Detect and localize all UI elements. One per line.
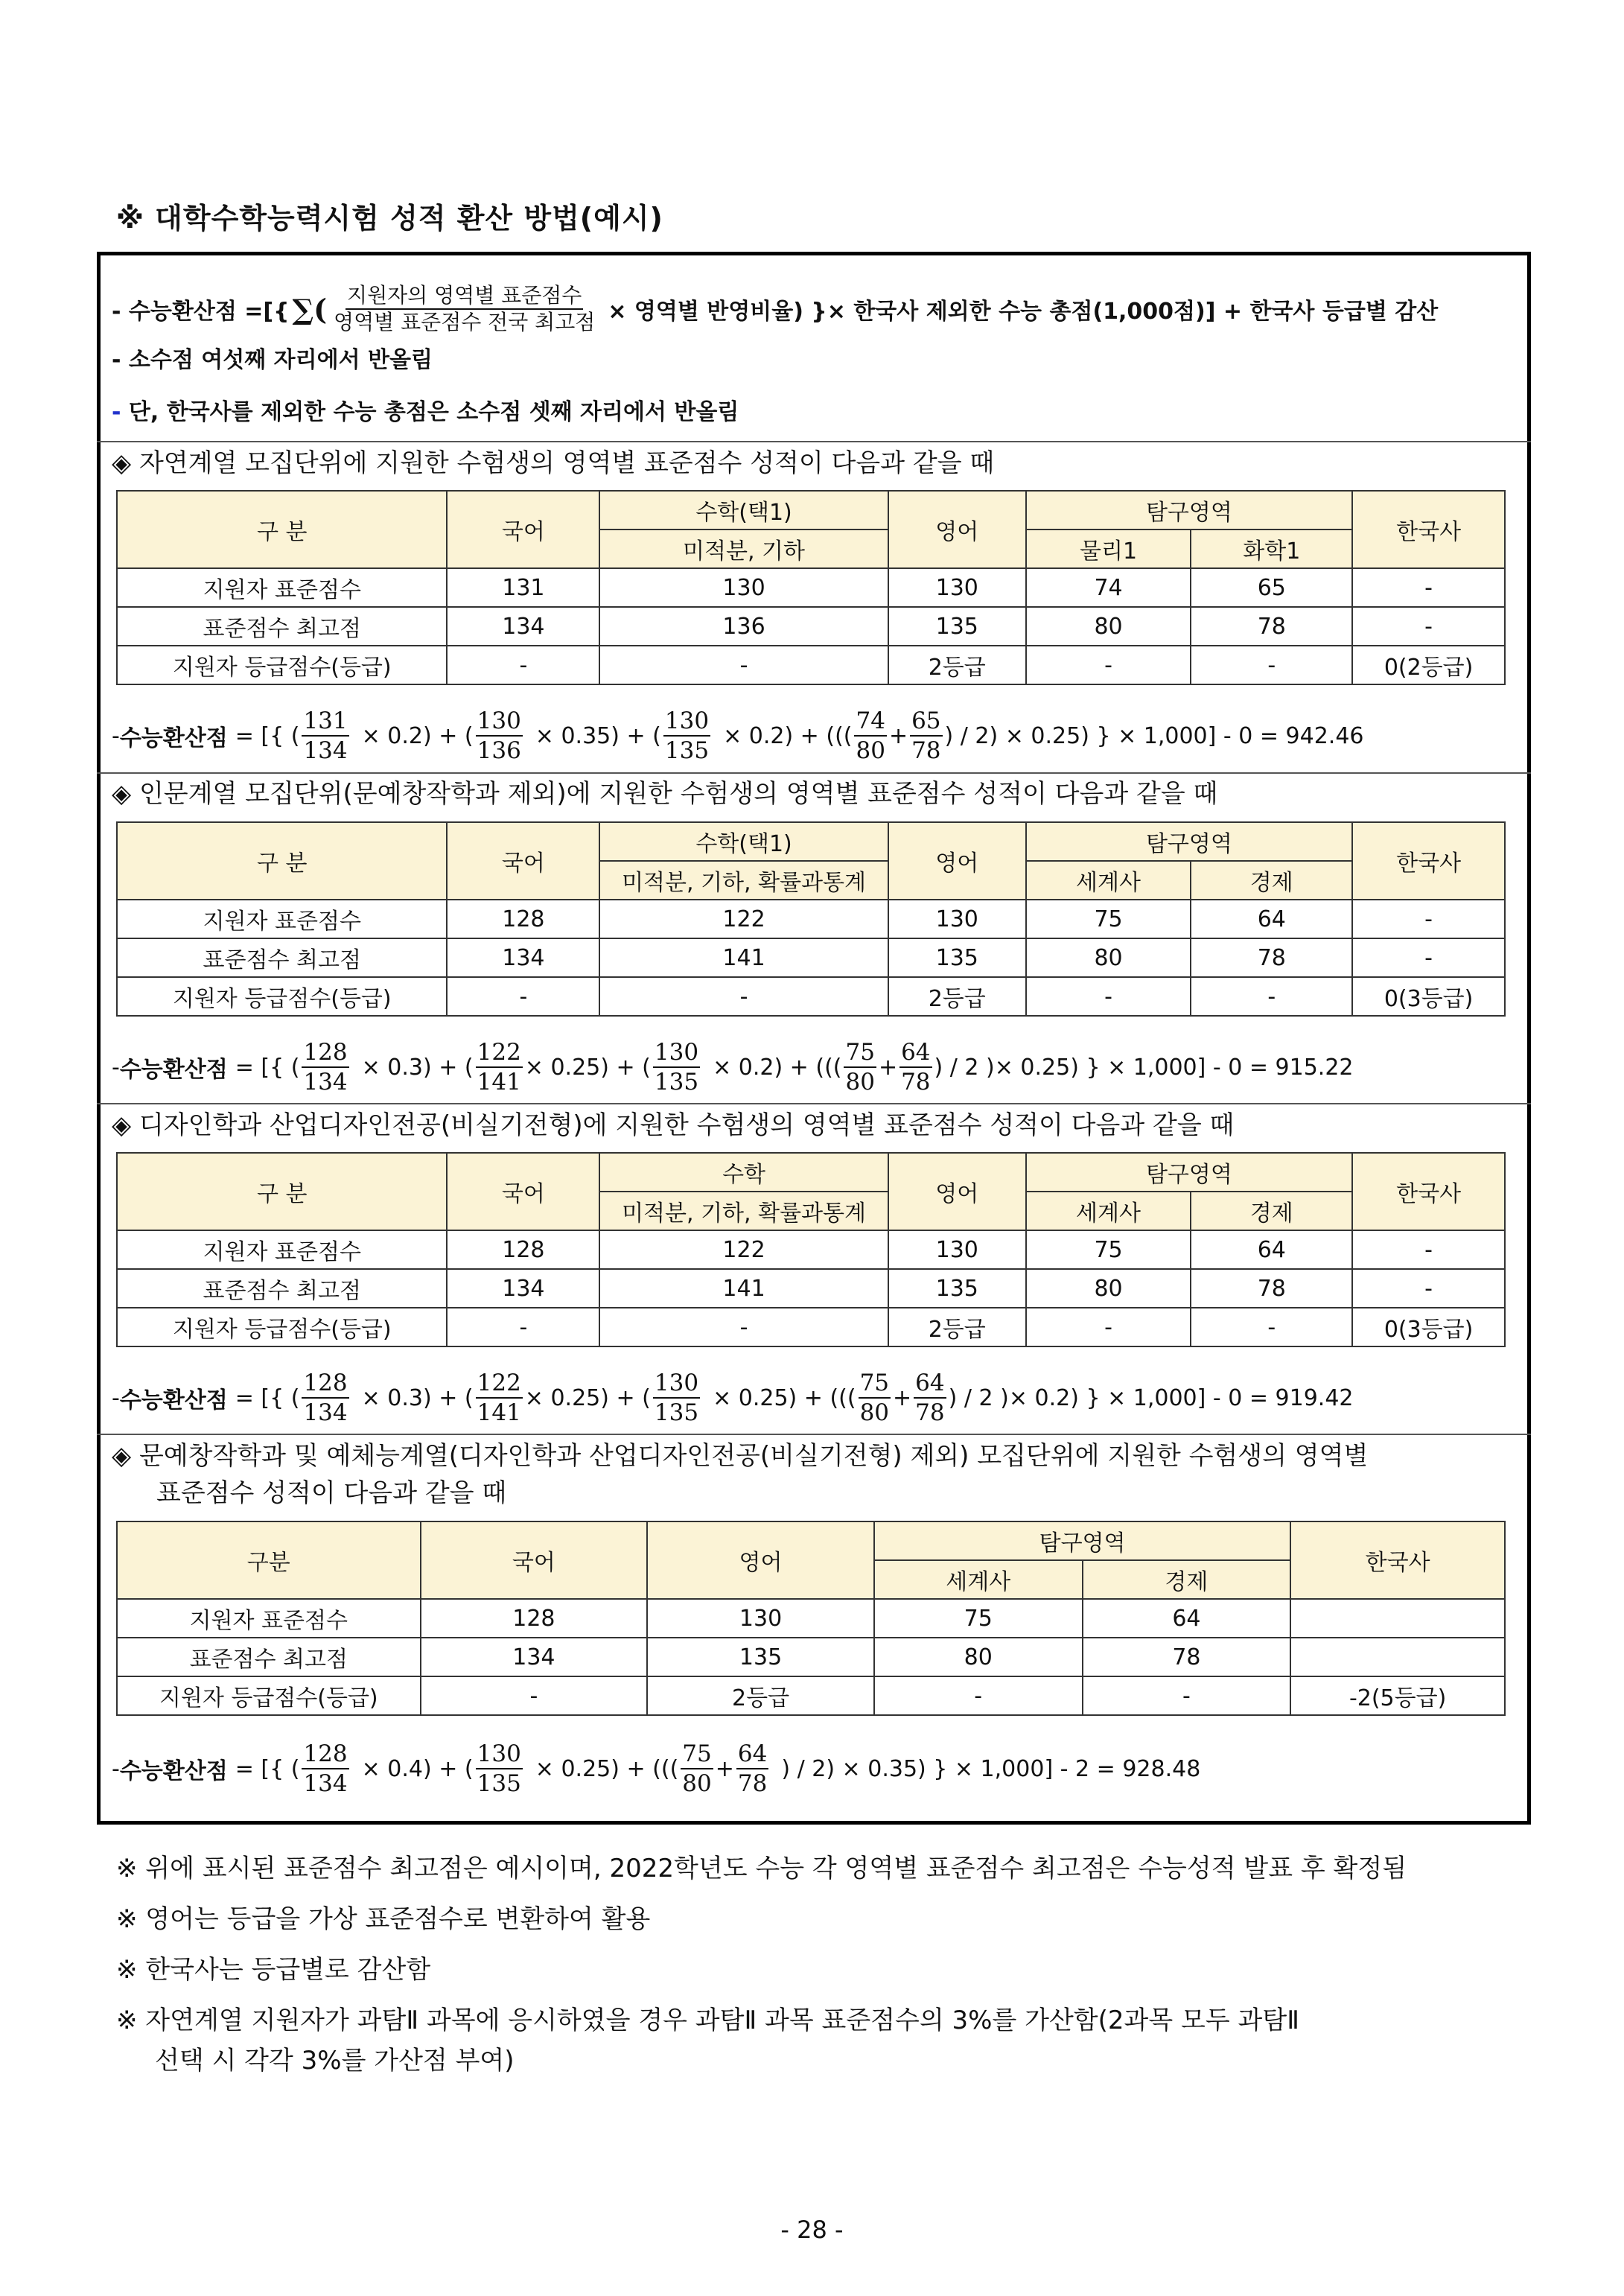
table-row xyxy=(117,1638,1505,1676)
fraction: $\frac{75}{80}$ xyxy=(682,1740,712,1797)
formula-result: ) / 2 )× 0.2) } × 1,000] - 0 = 919.42 xyxy=(948,1384,1354,1411)
formula-text: + xyxy=(878,1054,898,1081)
row-label: 지원자 등급점수(등급) xyxy=(117,1676,421,1715)
section-heading-natural: ◈ 자연계열 모집단위에 지원한 수험생의 영역별 표준점수 성적이 다음과 같을 때 xyxy=(112,448,995,478)
subheader-inquiry-2: 경제 xyxy=(1191,861,1352,900)
cell: 131 xyxy=(447,568,599,607)
cell: - xyxy=(874,1676,1083,1715)
cell: 122 xyxy=(599,1230,888,1269)
cell: - xyxy=(1083,1676,1291,1715)
formula-text: × 0.2) + ((( xyxy=(723,722,853,749)
rounding-rule-1: - 소수점 여섯째 자리에서 반올림 xyxy=(112,347,433,373)
score-table-arts xyxy=(116,1521,1506,1716)
formula-text: = [{ ( xyxy=(235,1054,300,1081)
cell: 75 xyxy=(874,1599,1083,1638)
formula-label: 수능환산점 xyxy=(119,1387,228,1413)
header-math: 수학 xyxy=(599,1153,888,1192)
cell: - xyxy=(1352,1269,1505,1308)
formula-text: × 0.35) + ( xyxy=(535,722,661,749)
header-korean-history: 한국사 xyxy=(1352,491,1505,568)
formula-natural xyxy=(112,702,1364,769)
subheader-math: 미적분, 기하, 확률과통계 xyxy=(599,1192,888,1230)
cell: 134 xyxy=(447,607,599,646)
rounding-rule-2 xyxy=(112,393,739,426)
cell: - xyxy=(1191,1308,1352,1346)
score-table-natural xyxy=(116,490,1506,685)
table-row xyxy=(117,1269,1505,1308)
fraction: $\frac{64}{78}$ xyxy=(737,1740,768,1797)
rounding-rule-2-text: 단, 한국사를 제외한 수능 총점은 소수점 셋째 자리에서 반올림 xyxy=(128,399,739,425)
cell: 135 xyxy=(647,1638,874,1676)
divider xyxy=(97,1434,1531,1435)
header-korean: 국어 xyxy=(421,1521,648,1599)
fraction: $\frac{65}{78}$ xyxy=(911,707,941,764)
table-row xyxy=(117,977,1505,1016)
cell: - xyxy=(421,1676,648,1715)
formula-label: 수능환산점 xyxy=(119,1057,228,1083)
section-heading-arts xyxy=(112,1437,1512,1512)
cell: 130 xyxy=(647,1599,874,1638)
subheader-math: 미적분, 기하, 확률과통계 xyxy=(599,861,888,900)
row-label: 지원자 표준점수 xyxy=(117,1230,447,1269)
cell: 2등급 xyxy=(888,977,1026,1016)
table-row xyxy=(117,607,1505,646)
cell: 122 xyxy=(599,900,888,938)
cell: 128 xyxy=(421,1599,648,1638)
header-korean-history: 한국사 xyxy=(1290,1521,1505,1599)
formula-result: ) / 2 )× 0.25) } × 1,000] - 0 = 915.22 xyxy=(934,1054,1354,1081)
row-label: 지원자 등급점수(등급) xyxy=(117,977,447,1016)
cell: - xyxy=(1352,568,1505,607)
formula-text: × 0.25) + ((( xyxy=(535,1755,679,1782)
cell: -2(5등급) xyxy=(1290,1676,1505,1715)
rounding-rule-2-dash: - xyxy=(112,399,121,425)
formula-result: ) / 2) × 0.35) } × 1,000] - 2 = 928.48 xyxy=(781,1755,1201,1782)
cell: - xyxy=(1352,900,1505,938)
cell: 64 xyxy=(1191,900,1352,938)
main-formula-line xyxy=(112,283,1438,335)
table-row xyxy=(117,1308,1505,1346)
formula-text: = [{ ( xyxy=(235,1384,300,1411)
row-label: 표준점수 최고점 xyxy=(117,1269,447,1308)
formula-text: × 0.25) + ((( xyxy=(713,1384,856,1411)
row-label: 표준점수 최고점 xyxy=(117,1638,421,1676)
fraction: $\frac{128}{134}$ xyxy=(303,1370,348,1426)
header-math: 수학(택1) xyxy=(599,822,888,861)
subheader-math: 미적분, 기하 xyxy=(599,530,888,568)
section-heading-humanities: ◈ 인문계열 모집단위(문예창작학과 제외)에 지원한 수험생의 영역별 표준점수 성적이 다음과 같을 때 xyxy=(112,779,1218,809)
cell: - xyxy=(1352,1230,1505,1269)
cell xyxy=(1290,1599,1505,1638)
fraction: $\frac{122}{141}$ xyxy=(477,1039,521,1095)
cell: 135 xyxy=(888,607,1026,646)
main-fraction xyxy=(332,283,596,335)
subheader-inquiry-2: 경제 xyxy=(1191,1192,1352,1230)
fraction: $\frac{128}{134}$ xyxy=(303,1740,348,1797)
table-row xyxy=(117,1599,1505,1638)
cell: 78 xyxy=(1083,1638,1291,1676)
fraction: $\frac{75}{80}$ xyxy=(859,1370,890,1426)
cell: 2등급 xyxy=(888,646,1026,684)
header-korean: 국어 xyxy=(447,1153,599,1230)
row-label: 지원자 등급점수(등급) xyxy=(117,646,447,684)
cell: 0(2등급) xyxy=(1352,646,1505,684)
formula-label: 수능환산점 xyxy=(119,1758,228,1784)
cell: - xyxy=(1352,938,1505,977)
formula-arts xyxy=(112,1735,1200,1802)
formula-label: 수능환산점 xyxy=(119,725,228,751)
fraction: $\frac{64}{78}$ xyxy=(915,1370,945,1426)
table-row xyxy=(117,938,1505,977)
cell xyxy=(1290,1638,1505,1676)
cell: 64 xyxy=(1083,1599,1291,1638)
cell: 2등급 xyxy=(888,1308,1026,1346)
table-row xyxy=(117,1676,1505,1715)
header-category: 구 분 xyxy=(117,1153,447,1230)
cell: 0(3등급) xyxy=(1352,977,1505,1016)
main-fraction-numerator: 지원자의 영역별 표준점수 xyxy=(346,283,583,310)
cell: - xyxy=(1352,607,1505,646)
table-row xyxy=(117,568,1505,607)
divider xyxy=(97,772,1531,774)
header-inquiry: 탐구영역 xyxy=(1026,491,1353,530)
header-math: 수학(택1) xyxy=(599,491,888,530)
fraction: $\frac{130}{136}$ xyxy=(477,707,521,764)
section-heading-arts-line2: 표준점수 성적이 다음과 같을 때 xyxy=(156,1478,507,1508)
formula-text: × 0.25) + ( xyxy=(524,1054,651,1081)
fraction: $\frac{64}{78}$ xyxy=(901,1039,931,1095)
formula-text: × 0.25) + ( xyxy=(524,1384,651,1411)
fraction: $\frac{130}{135}$ xyxy=(654,1039,699,1095)
formula-text: × 0.2) + ((( xyxy=(713,1054,842,1081)
cell: 134 xyxy=(421,1638,648,1676)
subheader-inquiry-1: 세계사 xyxy=(874,1560,1083,1599)
main-formula-label: - 수능환산점 =[{ xyxy=(112,299,290,325)
page-title: ※ 대학수학능력시험 성적 환산 방법(예시) xyxy=(116,202,663,235)
subheader-inquiry-1: 세계사 xyxy=(1026,1192,1191,1230)
header-inquiry: 탐구영역 xyxy=(874,1521,1290,1560)
main-formula-tail: × 영역별 반영비율) }× 한국사 제외한 수능 총점(1,000점)] + 한국사 등급별 감산 xyxy=(608,299,1439,325)
fraction: $\frac{130}{135}$ xyxy=(654,1370,699,1426)
note-english: ※ 영어는 등급을 가상 표준점수로 변환하여 활용 xyxy=(116,1904,651,1934)
formula-text: + xyxy=(715,1755,734,1782)
cell: 135 xyxy=(888,1269,1026,1308)
formula-text: + xyxy=(888,722,908,749)
cell: 80 xyxy=(874,1638,1083,1676)
row-label: 지원자 표준점수 xyxy=(117,1599,421,1638)
cell: - xyxy=(1191,977,1352,1016)
row-label: 지원자 표준점수 xyxy=(117,900,447,938)
cell: 0(3등급) xyxy=(1352,1308,1505,1346)
note-science-bonus-line2: 선택 시 각각 3%를 가산점 부여) xyxy=(155,2046,515,2076)
formula-dash: - xyxy=(112,1755,120,1782)
subheader-inquiry-2: 화학1 xyxy=(1191,530,1352,568)
header-english: 영어 xyxy=(888,1153,1026,1230)
note-korean-history: ※ 한국사는 등급별로 감산함 xyxy=(116,1955,431,1985)
cell: 130 xyxy=(599,568,888,607)
row-label: 지원자 표준점수 xyxy=(117,568,447,607)
cell: 135 xyxy=(888,938,1026,977)
header-inquiry: 탐구영역 xyxy=(1026,1153,1353,1192)
header-category: 구 분 xyxy=(117,822,447,900)
cell: 141 xyxy=(599,1269,888,1308)
fraction: $\frac{130}{135}$ xyxy=(664,707,710,764)
cell: 128 xyxy=(447,1230,599,1269)
formula-dash: - xyxy=(112,1054,120,1081)
cell: 80 xyxy=(1026,938,1191,977)
row-label: 표준점수 최고점 xyxy=(117,938,447,977)
fraction: $\frac{122}{141}$ xyxy=(477,1370,521,1426)
formula-dash: - xyxy=(112,1384,120,1411)
score-table-design xyxy=(116,1152,1506,1347)
cell: - xyxy=(599,1308,888,1346)
header-english: 영어 xyxy=(888,822,1026,900)
cell: 75 xyxy=(1026,900,1191,938)
cell: 80 xyxy=(1026,607,1191,646)
cell: 141 xyxy=(599,938,888,977)
cell: 136 xyxy=(599,607,888,646)
table-row xyxy=(117,646,1505,684)
cell: 80 xyxy=(1026,1269,1191,1308)
fraction: $\frac{74}{80}$ xyxy=(856,707,885,764)
formula-text: = [{ ( xyxy=(235,1755,300,1782)
subheader-inquiry-1: 세계사 xyxy=(1026,861,1191,900)
header-category: 구분 xyxy=(117,1521,421,1599)
cell: 64 xyxy=(1191,1230,1352,1269)
table-row xyxy=(117,1230,1505,1269)
section-heading-design: ◈ 디자인학과 산업디자인전공(비실기전형)에 지원한 수험생의 영역별 표준점수 성적이 다음과 같을 때 xyxy=(112,1110,1235,1140)
cell: - xyxy=(1026,1308,1191,1346)
note-science-bonus xyxy=(116,2000,1531,2081)
divider xyxy=(97,1103,1531,1104)
cell: - xyxy=(1191,646,1352,684)
fraction: $\frac{130}{135}$ xyxy=(477,1740,521,1797)
cell: 2등급 xyxy=(647,1676,874,1715)
cell: 134 xyxy=(447,938,599,977)
main-fraction-denominator: 영역별 표준점수 전국 최고점 xyxy=(334,310,596,334)
cell: 130 xyxy=(888,900,1026,938)
cell: 130 xyxy=(888,568,1026,607)
header-category: 구 분 xyxy=(117,491,447,568)
header-korean-history: 한국사 xyxy=(1352,822,1505,900)
header-korean: 국어 xyxy=(447,491,599,568)
note-max-score: ※ 위에 표시된 표준점수 최고점은 예시이며, 2022학년도 수능 각 영역별 표준점수 최고점은 수능성적 발표 후 확정됨 xyxy=(116,1854,1407,1883)
formula-text: = [{ ( xyxy=(235,722,300,749)
table-row xyxy=(117,900,1505,938)
formula-humanities xyxy=(112,1034,1354,1101)
fraction: $\frac{128}{134}$ xyxy=(303,1039,348,1095)
subheader-inquiry-1: 물리1 xyxy=(1026,530,1191,568)
formula-result: ) / 2) × 0.25) } × 1,000] - 0 = 942.46 xyxy=(944,722,1364,749)
formula-text: × 0.2) + ( xyxy=(361,722,474,749)
cell: - xyxy=(599,646,888,684)
formula-text: + xyxy=(893,1384,912,1411)
cell: - xyxy=(447,646,599,684)
formula-design xyxy=(112,1364,1354,1431)
cell: 78 xyxy=(1191,1269,1352,1308)
header-inquiry: 탐구영역 xyxy=(1026,822,1353,861)
fraction: $\frac{75}{80}$ xyxy=(845,1039,875,1095)
row-label: 표준점수 최고점 xyxy=(117,607,447,646)
cell: 65 xyxy=(1191,568,1352,607)
formula-dash: - xyxy=(112,722,120,749)
subheader-inquiry-2: 경제 xyxy=(1083,1560,1291,1599)
divider xyxy=(97,441,1531,442)
cell: - xyxy=(1026,646,1191,684)
fraction: $\frac{131}{134}$ xyxy=(303,707,348,764)
formula-text: × 0.3) + ( xyxy=(361,1384,474,1411)
cell: - xyxy=(447,1308,599,1346)
header-english: 영어 xyxy=(647,1521,874,1599)
cell: 134 xyxy=(447,1269,599,1308)
cell: 130 xyxy=(888,1230,1026,1269)
score-table-humanities xyxy=(116,821,1506,1017)
header-korean-history: 한국사 xyxy=(1352,1153,1505,1230)
cell: 78 xyxy=(1191,938,1352,977)
sigma-symbol: ∑( xyxy=(292,292,328,326)
section-heading-arts-line1: ◈ 문예창작학과 및 예체능계열(디자인학과 산업디자인전공(비실기전형) 제외) 모집단위에 지원한 수험생의 영역별 xyxy=(112,1441,1369,1471)
cell: - xyxy=(599,977,888,1016)
cell: 74 xyxy=(1026,568,1191,607)
note-science-bonus-line1: ※ 자연계열 지원자가 과탐Ⅱ 과목에 응시하였을 경우 과탐Ⅱ 과목 표준점수의 3%를 가산함(2과목 모두 과탐Ⅱ xyxy=(116,2006,1299,2035)
page-number: - 28 - xyxy=(780,2216,844,2244)
formula-text: × 0.3) + ( xyxy=(361,1054,474,1081)
cell: 75 xyxy=(1026,1230,1191,1269)
cell: 78 xyxy=(1191,607,1352,646)
cell: 128 xyxy=(447,900,599,938)
row-label: 지원자 등급점수(등급) xyxy=(117,1308,447,1346)
header-english: 영어 xyxy=(888,491,1026,568)
cell: - xyxy=(1026,977,1191,1016)
formula-text: × 0.4) + ( xyxy=(361,1755,474,1782)
header-korean: 국어 xyxy=(447,822,599,900)
cell: - xyxy=(447,977,599,1016)
